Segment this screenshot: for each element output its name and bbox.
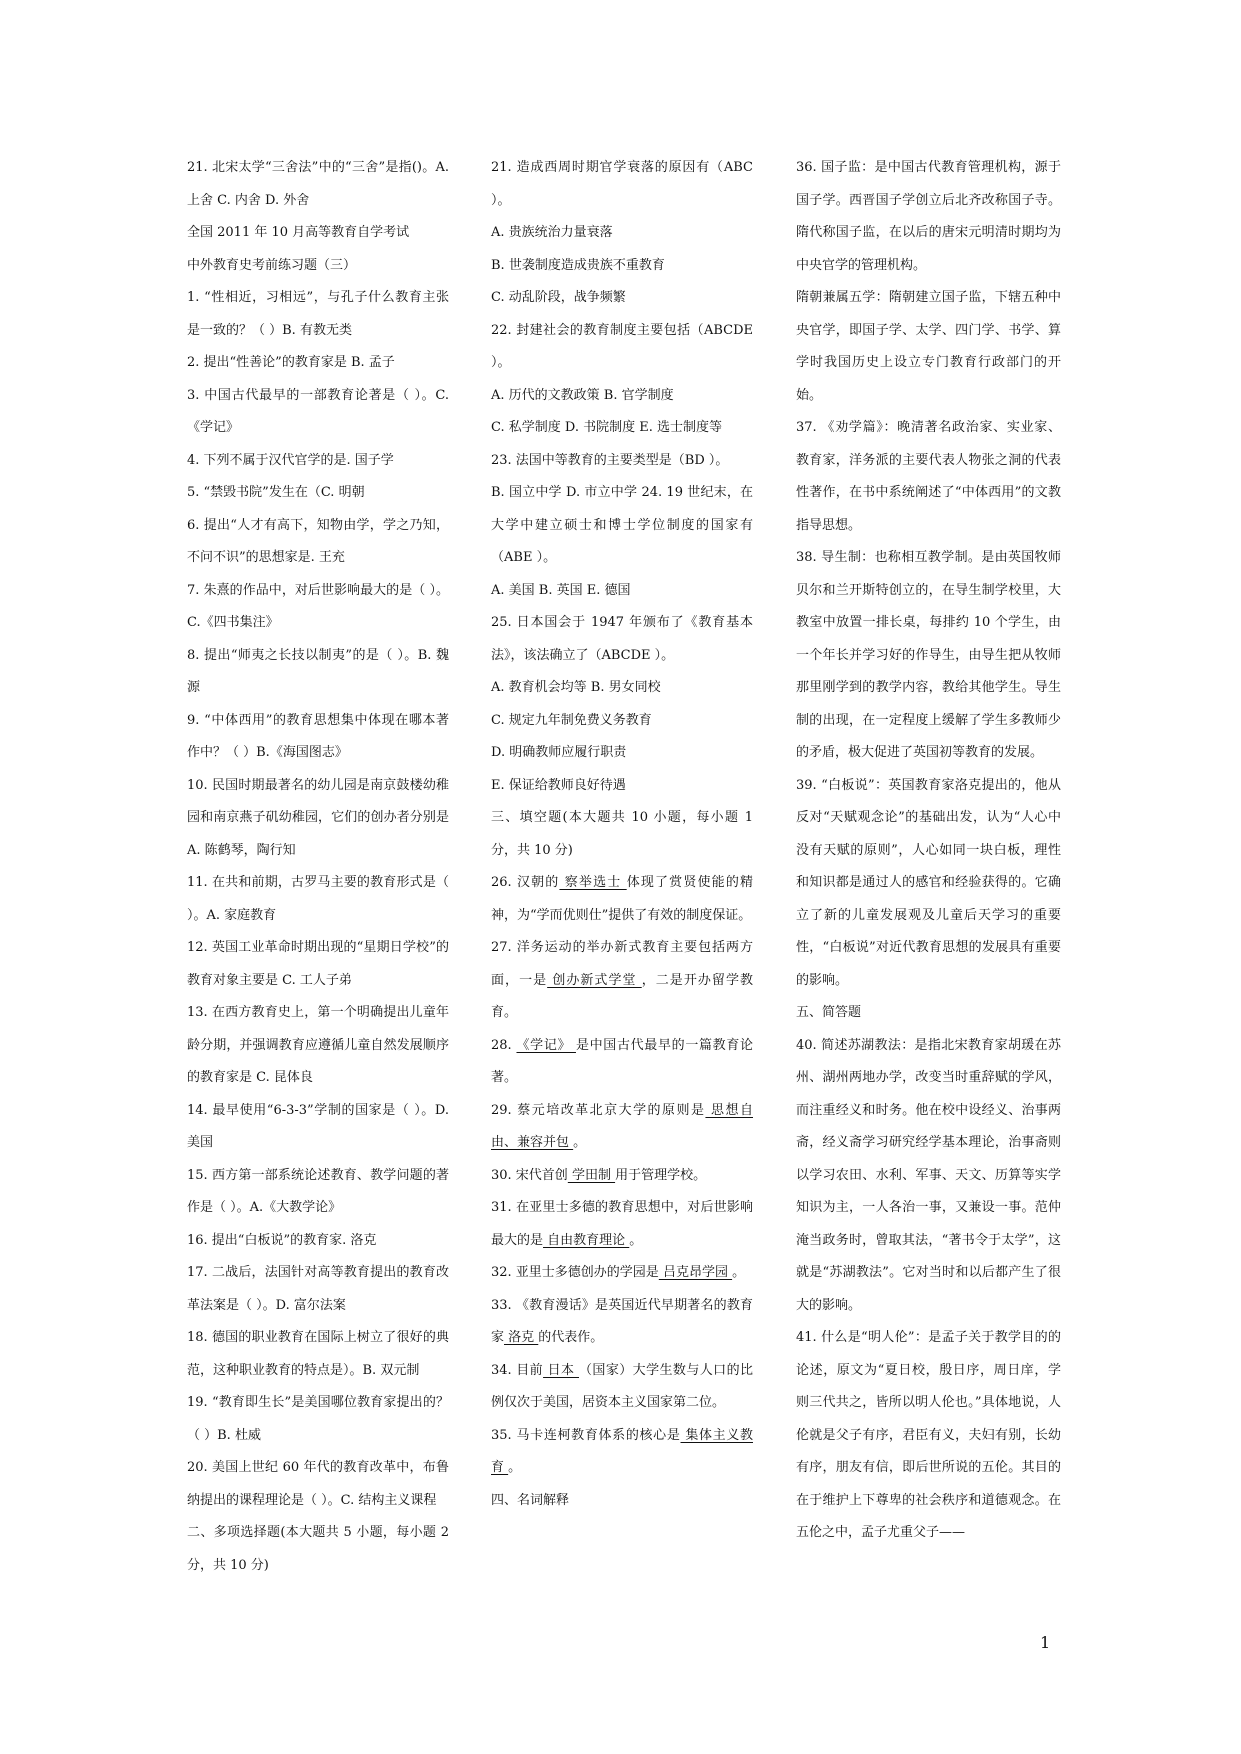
answer-blank: 自由教育理论	[543, 1232, 630, 1248]
question-15: 15. 西方第一部系统论述教育、教学问题的著作是（ ）。A.《大教学论》	[187, 1167, 449, 1215]
question-18: 18. 德国的职业教育在国际上树立了很好的典范，这种职业教育的特点是）。B. 双元制	[187, 1330, 449, 1378]
section-heading-fill-in: 三、填空题(本大题共 10 小题，每小题 1 分，共 10 分)	[491, 810, 753, 858]
question-27: 27. 洋务运动的举办新式教育主要包括两方面，一是 创办新式学堂 ，二是开办留学教育。	[491, 940, 753, 1020]
question-11: 11. 在共和前期，古罗马主要的教育形式是（ ）。A. 家庭教育	[187, 875, 449, 923]
answer-41: 41. 什么是“明人伦”：是孟子关于教学目的的论述，原文为“夏日校，殷日序，周日庠，学则三代共之，皆所以明人伦也。”具体地说，人伦就是父子有序，君臣有义，夫妇有别，长幼有序，朋友有信，即后世所说的五伦。其目的在于维护上下尊卑的社会秩序和道德观念。在五伦之中，孟子尤重父子——	[796, 1330, 1061, 1540]
right-column	[796, 152, 1061, 1550]
question-10: 10. 民国时期最著名的幼儿园是南京鼓楼幼稚园和南京燕子矶幼稚园，它们的创办者分别是 A. 陈鹤琴，陶行知	[187, 777, 449, 858]
option-line: D. 明确教师应履行职责	[491, 745, 627, 760]
middle-column	[491, 152, 753, 1517]
question-23: 23. 法国中等教育的主要类型是（BD ）。	[491, 452, 729, 468]
paragraph: 21. 北宋太学“三舍法”中的“三舍”是指()。A. 上舍 C. 内舍 D. 外舍	[187, 160, 449, 208]
question-5: 5. “禁毁书院”发生在（C. 明朝	[187, 485, 365, 500]
option-line: C. 规定九年制免费义务教育	[491, 712, 652, 728]
question-17: 17. 二战后，法国针对高等教育提出的教育改革法案是（ ）。D. 富尔法案	[187, 1265, 449, 1313]
section-heading-definitions: 四、名词解释	[491, 1492, 570, 1508]
question-8: 8. 提出“师夷之长技以制夷”的是（ ）。B. 魏源	[187, 647, 449, 695]
option-line: A. 美国 B. 英国 E. 德国	[491, 582, 631, 598]
option-line: B. 世袭制度造成贵族不重教育	[491, 257, 665, 273]
answer-blank: 吕克昂学园	[658, 1265, 733, 1280]
definition-37: 37. 《劝学篇》：晚清著名政治家、实业家、教育家，洋务派的主要代表人物张之洞的代表性著作，在书中系统阐述了“中体西用”的文教指导思想。	[796, 420, 1061, 533]
option-line: C. 私学制度 D. 书院制度 E. 选士制度等	[491, 420, 722, 435]
question-3: 3. 中国古代最早的一部教育论著是（ ）。C.《学记》	[187, 387, 449, 435]
exam-header-line: 全国 2011 年 10 月高等教育自学考试	[187, 225, 410, 240]
question-14: 14. 最早使用“6-3-3”学制的国家是（ ）。D. 美国	[187, 1102, 449, 1150]
question-25: 25. 日本国会于 1947 年颁布了《教育基本法》，该法确立了（ABCDE ）。	[491, 615, 753, 663]
question-30: 30. 宋代首创 学田制 用于管理学校。	[491, 1167, 707, 1183]
question-9: 9. “中体西用”的教育思想集中体现在哪本著作中？（ ）B.《海国图志》	[187, 712, 449, 760]
question-6: 6. 提出“人才有高下，知物由学，学之乃知，不问不识”的思想家是. 王充	[187, 517, 449, 565]
definition-38: 38. 导生制：也称相互教学制。是由英国牧师贝尔和兰开斯特创立的，在导生制学校里，大教室中放置一排长桌，每排约 10 个学生，由一个年长并学习好的作导生，由导生把从牧师那里刚学到的教学内容，教给其他学生。导生制的出现，在一定程度上缓解了学生多教师少的矛盾，极大促进了英国初等教育的发展。	[796, 550, 1061, 760]
option-line: C. 动乱阶段，战争频繁	[491, 290, 626, 305]
definition-36-note: 隋朝兼属五学：隋朝建立国子监，下辖五种中央官学，即国子学、太学、四门学、书学、算学时我国历史上设立专门教育行政部门的开始。	[796, 290, 1061, 403]
answer-blank: 学田制	[567, 1167, 616, 1183]
option-line: E. 保证给教师良好待遇	[491, 777, 626, 793]
question-16: 16. 提出“白板说”的教育家. 洛克	[187, 1232, 377, 1248]
question-4: 4. 下列不属于汉代官学的是. 国子学	[187, 452, 394, 468]
answer-blank: 思想自由、兼容并包	[491, 1102, 753, 1150]
definition-36: 36. 国子监：是中国古代教育管理机构，源于国子学。西晋国子学创立后北齐改称国子寺。隋代称国子监，在以后的唐宋元明清时期均为中央官学的管理机构。	[796, 160, 1061, 273]
exam-title: 中外教育史考前练习题（三）	[187, 257, 357, 273]
question-7: 7. 朱熹的作品中，对后世影响最大的是（ ）。C.《四书集注》	[187, 582, 449, 630]
question-1: 1. “性相近，习相远”，与孔子什么教育主张是一致的？（ ）B. 有教无类	[187, 290, 449, 338]
question-34: 34. 目前 日本 （国家）大学生数与人口的比例仅次于美国，居资本主义国家第二位。	[491, 1362, 753, 1410]
option-line: A. 贵族统治力量衰落	[491, 225, 613, 240]
question-32: 32. 亚里士多德创办的学园是 吕克昂学园 。	[491, 1265, 746, 1280]
left-column	[187, 152, 449, 1582]
answer-40: 40. 简述苏湖教法：是指北宋教育家胡瑗在苏州、湖州两地办学，改变当时重辞赋的学风，而注重经义和时务。他在校中设经义、治事两斋，经义斋学习研究经学基本理论，治事斋则以学习农田、水利、军事、天文、历算等实学知识为主，一人各治一事，又兼设一事。范仲淹当政务时，曾取其法，“著书令于太学”，这就是“苏湖教法”。它对当时和以后都产生了很大的影响。	[796, 1037, 1061, 1313]
question-12: 12. 英国工业革命时期出现的“星期日学校”的教育对象主要是 C. 工人子弟	[187, 940, 449, 988]
question-26: 26. 汉朝的 察举选士 体现了赏贤使能的精神，为“学而优则仕”提供了有效的制度保证。	[491, 875, 753, 923]
answer-blank: 洛克	[504, 1330, 539, 1345]
question-35: 35. 马卡连柯教育体系的核心是 集体主义教育 。	[491, 1427, 753, 1475]
question-33: 33. 《教育漫话》是英国近代早期著名的教育家 洛克 的代表作。	[491, 1297, 753, 1345]
definition-39: 39. “白板说”：英国教育家洛克提出的，他从反对“天赋观念论”的基础出发，认为“人心中没有天赋的原则”，人心如同一块白板，理性和知识都是通过人的感官和经验获得的。它确立了新的儿童发展观及儿童后天学习的重要性，“白板说”对近代教育思想的发展具有重要的影响。	[796, 777, 1061, 988]
answer-blank: 集体主义教育	[491, 1427, 753, 1475]
question-13: 13. 在西方教育史上，第一个明确提出儿童年龄分期，并强调教育应遵循儿童自然发展顺序的教育家是 C. 昆体良	[187, 1005, 449, 1085]
answer-blank: 《学记》	[516, 1037, 576, 1053]
question-19: 19. “教育即生长”是美国哪位教育家提出的？（ ）B. 杜威	[187, 1395, 449, 1443]
section-heading-multiple-choice: 二、多项选择题(本大题共 5 小题，每小题 2 分，共 10 分)	[187, 1525, 449, 1573]
option-line: A. 历代的文教政策 B. 官学制度	[491, 387, 674, 403]
answer-blank: 日本	[543, 1362, 579, 1378]
section-heading-short-answer: 五、简答题	[796, 1005, 862, 1020]
answer-blank: 察举选士	[559, 875, 627, 890]
page-number: 1	[1040, 1633, 1051, 1652]
question-20: 20. 美国上世纪 60 年代的教育改革中，布鲁纳提出的课程理论是（ ）。C. 结构主义课程	[187, 1460, 449, 1508]
question-28: 28. 《学记》 是中国古代最早的一篇教育论著。	[491, 1037, 753, 1085]
question-22: 22. 封建社会的教育制度主要包括（ABCDE ）。	[491, 322, 753, 370]
question-31: 31. 在亚里士多德的教育思想中，对后世影响最大的是 自由教育理论 。	[491, 1200, 753, 1248]
question-2: 2. 提出“性善论”的教育家是 B. 孟子	[187, 355, 395, 370]
question-21: 21. 造成西周时期官学衰落的原因有（ABC ）。	[491, 160, 753, 208]
question-29: 29. 蔡元培改革北京大学的原则是 思想自由、兼容并包 。	[491, 1102, 753, 1150]
option-line: A. 教育机会均等 B. 男女同校	[491, 680, 661, 695]
question-24: B. 国立中学 D. 市立中学 24. 19 世纪末，在大学中建立硕士和博士学位制度的国家有（ABE ）。	[491, 485, 753, 565]
answer-blank: 创办新式学堂	[547, 972, 642, 988]
